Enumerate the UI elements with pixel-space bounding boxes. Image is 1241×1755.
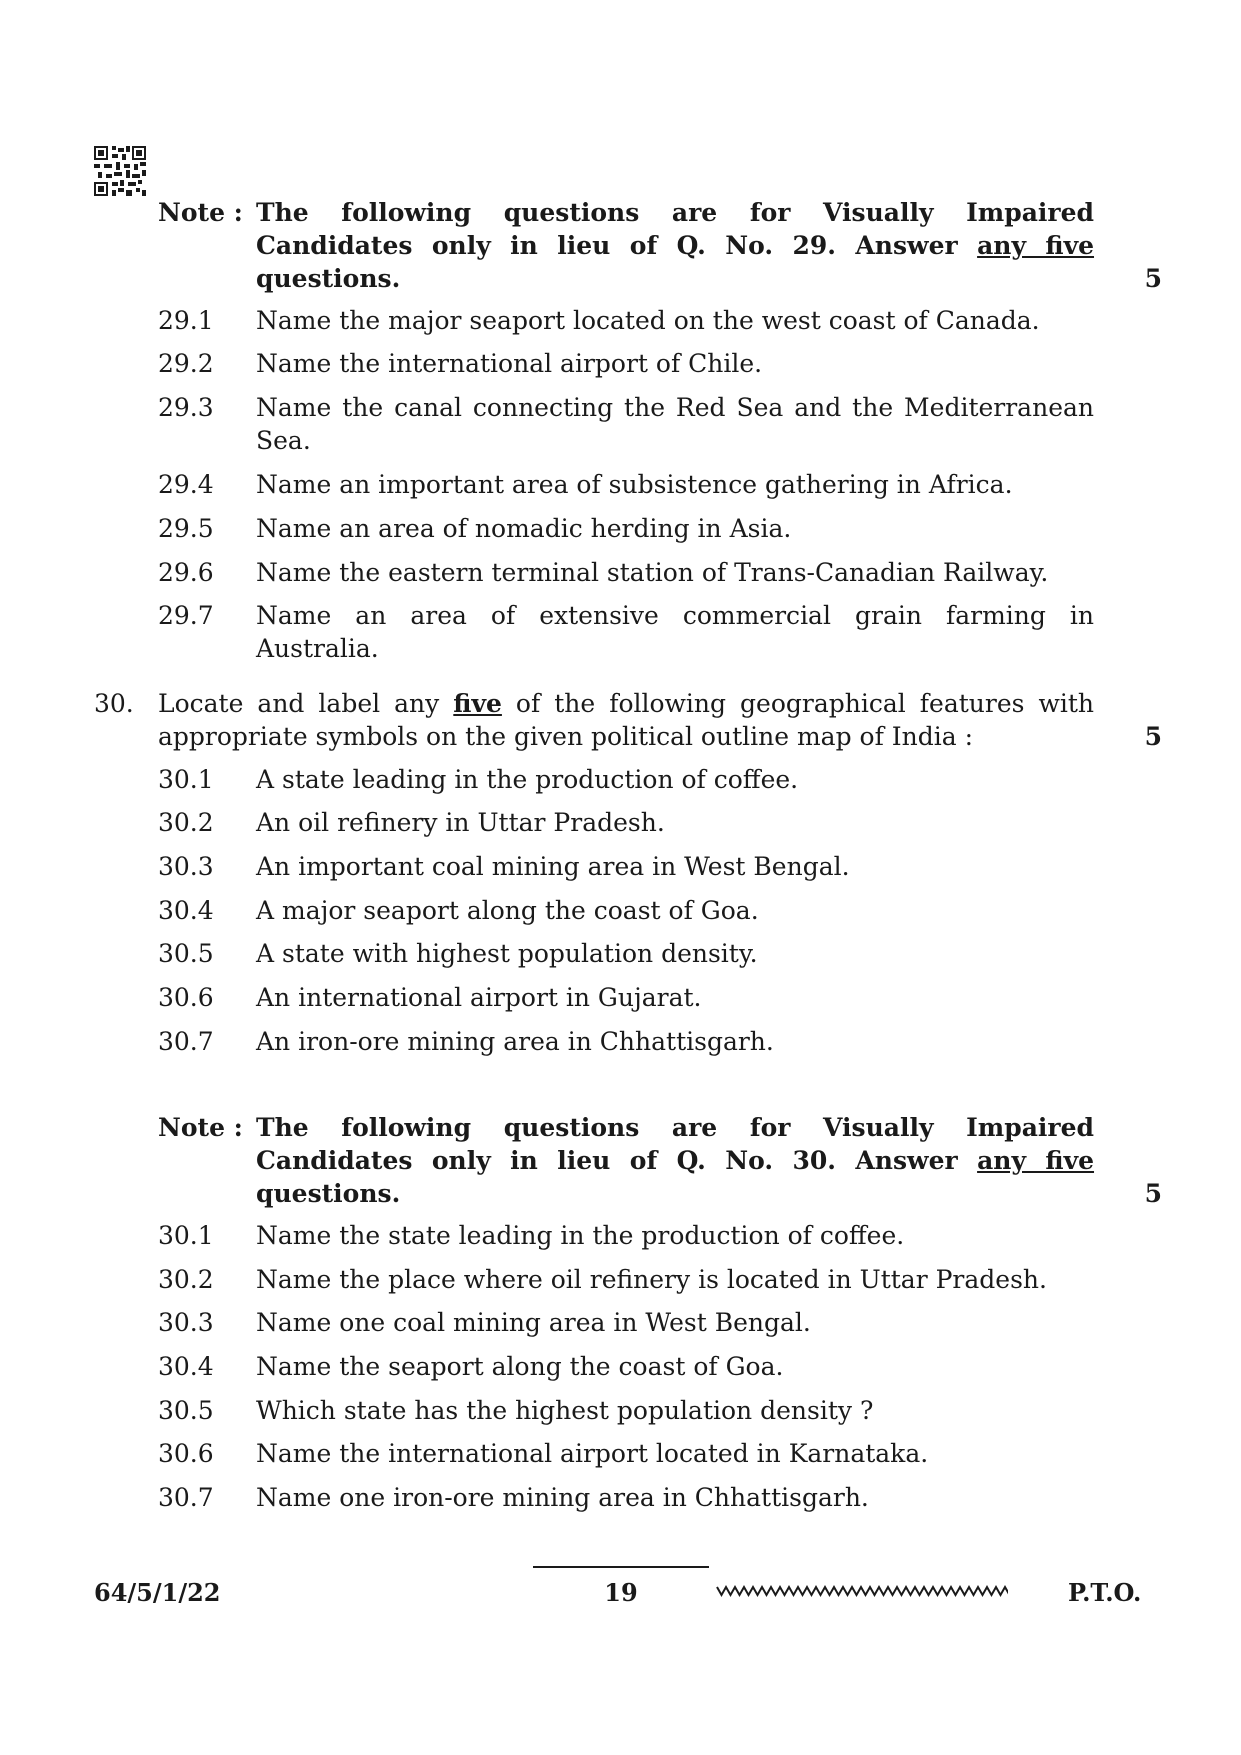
page-number: 19 xyxy=(604,1578,638,1607)
item-number: 29.5 xyxy=(158,514,214,543)
note-label: Note : xyxy=(158,198,243,227)
footer-rule xyxy=(533,1566,709,1568)
question-item: An iron-ore mining area in Chhattisgarh. xyxy=(256,1027,774,1056)
note-text-part: questions. xyxy=(256,264,401,293)
item-number: 29.1 xyxy=(158,306,214,335)
item-number: 30.2 xyxy=(158,1265,214,1294)
question-item: Name one iron-ore mining area in Chhattisgarh. xyxy=(256,1483,869,1512)
item-number: 30.3 xyxy=(158,852,214,881)
question-item: An oil refinery in Uttar Pradesh. xyxy=(256,808,665,837)
marks: 5 xyxy=(1144,722,1162,751)
question-item: Name the eastern terminal station of Trans-Canadian Railway. xyxy=(256,558,1049,587)
note-label: Note : xyxy=(158,1113,243,1142)
note-text-part: questions. xyxy=(256,1179,401,1208)
item-number: 29.2 xyxy=(158,349,214,378)
note-emphasis: any five xyxy=(977,1146,1095,1175)
question-text-part: of the following geographical features with appropriate symbols on the given political outline map of India : xyxy=(158,689,1095,751)
question-number: 30. xyxy=(94,689,134,718)
wavy-line-icon xyxy=(716,1584,1008,1598)
question-text xyxy=(158,687,1094,753)
question-emphasis: five xyxy=(453,689,502,718)
question-item: Name an important area of subsistence gathering in Africa. xyxy=(256,470,1013,499)
pto-label: P.T.O. xyxy=(1068,1578,1142,1607)
item-number: 30.6 xyxy=(158,983,214,1012)
question-item: An international airport in Gujarat. xyxy=(256,983,702,1012)
item-number: 30.1 xyxy=(158,765,214,794)
question-item: Name the international airport of Chile. xyxy=(256,349,763,378)
item-number: 30.7 xyxy=(158,1027,214,1056)
item-number: 30.7 xyxy=(158,1483,214,1512)
item-number: 30.4 xyxy=(158,896,214,925)
item-number: 29.7 xyxy=(158,601,214,630)
note-text-part: The following questions are for Visually Impaired Candidates only in lieu of Q. No. 30. Answer xyxy=(256,1113,1094,1175)
item-number: 29.4 xyxy=(158,470,214,499)
question-item: Which state has the highest population density ? xyxy=(256,1396,874,1425)
marks: 5 xyxy=(1144,1179,1162,1208)
item-number: 30.5 xyxy=(158,1396,214,1425)
question-text-part: Locate and label any xyxy=(158,689,454,718)
question-item: Name one coal mining area in West Bengal. xyxy=(256,1308,811,1337)
item-number: 29.6 xyxy=(158,558,214,587)
question-item: An important coal mining area in West Bengal. xyxy=(256,852,850,881)
note-text-part: The following questions are for Visually Impaired Candidates only in lieu of Q. No. 29. Answer xyxy=(256,198,1094,260)
question-item: Name an area of extensive commercial grain farming in Australia. xyxy=(256,601,1094,663)
marks: 5 xyxy=(1144,264,1162,293)
item-number: 30.2 xyxy=(158,808,214,837)
item-number: 30.4 xyxy=(158,1352,214,1381)
paper-code: 64/5/1/22 xyxy=(94,1578,221,1607)
question-item: A state with highest population density. xyxy=(256,939,758,968)
item-number: 29.3 xyxy=(158,393,214,422)
note-emphasis: any five xyxy=(977,231,1095,260)
question-item: Name the international airport located in Karnataka. xyxy=(256,1439,929,1468)
question-item: A state leading in the production of coffee. xyxy=(256,765,799,794)
item-number: 30.1 xyxy=(158,1221,214,1250)
question-item: Name the state leading in the production of coffee. xyxy=(256,1221,905,1250)
item-number: 30.5 xyxy=(158,939,214,968)
question-item: A major seaport along the coast of Goa. xyxy=(256,896,759,925)
note-text xyxy=(256,196,1094,295)
qr-code-icon xyxy=(94,146,146,196)
question-item: Name the major seaport located on the west coast of Canada. xyxy=(256,306,1040,335)
question-item: Name the place where oil refinery is located in Uttar Pradesh. xyxy=(256,1265,1047,1294)
item-number: 30.3 xyxy=(158,1308,214,1337)
note-text xyxy=(256,1111,1094,1210)
question-item: Name an area of nomadic herding in Asia. xyxy=(256,514,792,543)
question-item: Name the canal connecting the Red Sea and the Mediterranean Sea. xyxy=(256,393,1094,455)
question-item: Name the seaport along the coast of Goa. xyxy=(256,1352,784,1381)
item-number: 30.6 xyxy=(158,1439,214,1468)
